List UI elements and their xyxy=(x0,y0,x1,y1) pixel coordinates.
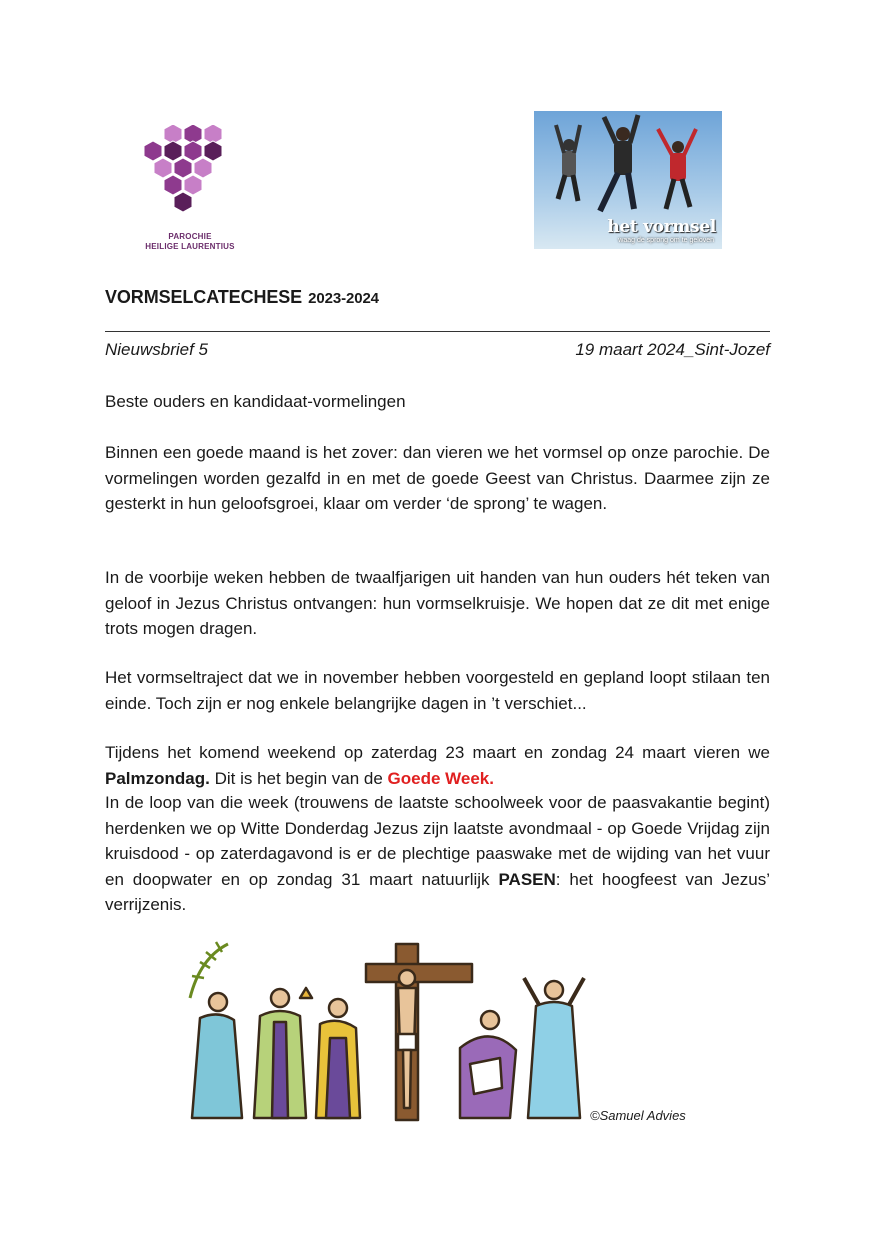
paragraph-2: In de voorbije weken hebben de twaalfjarigen uit handen van hun ouders hét teken van geloof in Jezus Christus ontvangen: hun vormselkruisje. We hopen dat ze dit met enige trots mogen dragen. xyxy=(105,568,770,638)
goede-week: Goede Week. xyxy=(387,768,494,788)
palmzondag: Palmzondag. xyxy=(105,768,210,788)
p4-text-a: Tijdens het komend weekend op zaterdag 23 maart en zondag 24 maart vieren we xyxy=(105,743,770,762)
grape-hexagon-icon xyxy=(140,118,240,218)
holy-week-figures-icon xyxy=(170,938,600,1130)
newsletter-number: Nieuwsbrief 5 xyxy=(105,340,208,359)
logo-line-2: HEILIGE LAURENTIUS xyxy=(145,242,235,251)
p5-text-a: In de loop van die week (trouwens de laatste schoolweek voor de paasvakantie begint) herdenken we op Witte Donderdag Jezus zijn laatste avondmaal - op Goede Vrijdag zijn kruisdood - op zaterdagavond is er de plechtige paaswake met de wijding van het vuur en doopwater en op zondag 31 maart natuurlijk xyxy=(105,793,770,889)
photo-subcaption: waag de sprong om te geloven xyxy=(618,237,714,244)
logo-line-1: PAROCHIE xyxy=(168,232,212,241)
vormsel-photo xyxy=(534,111,722,249)
paragraph-3: Het vormseltraject dat we in november hebben voorgesteld en gepland loopt stilaan ten einde. Toch zijn er nog enkele belangrijke dagen in ’t verschiet... xyxy=(105,668,770,713)
holy-week-illustration xyxy=(170,938,600,1130)
pasen: PASEN xyxy=(498,869,556,889)
paragraph-4 xyxy=(105,740,770,791)
parish-logo xyxy=(140,118,240,258)
p5-text-b: : het hoogfeest van Jezus’ verrijzenis. xyxy=(105,869,770,914)
illustration-credit: ©Samuel Advies xyxy=(590,1108,686,1123)
divider xyxy=(105,331,770,332)
paragraph-5 xyxy=(105,790,770,918)
newsletter-date: 19 maart 2024_Sint-Jozef xyxy=(575,340,770,359)
p4-text-b: Dit is het begin van de xyxy=(209,768,388,788)
page-title xyxy=(105,287,379,308)
title-year: 2023-2024 xyxy=(308,290,379,307)
photo-caption: het vormsel xyxy=(607,217,716,237)
greeting: Beste ouders en kandidaat-vormelingen xyxy=(105,392,406,411)
title-text: VORMSELCATECHESE xyxy=(105,287,303,307)
paragraph-1: Binnen een goede maand is het zover: dan vieren we het vormsel op onze parochie. De vormelingen worden gezalfd in en met de goede Geest van Christus. Daarmee zijn ze gesterkt in hun geloofsgroei, klaar om verder ‘de sprong’ te wagen. xyxy=(105,443,770,513)
